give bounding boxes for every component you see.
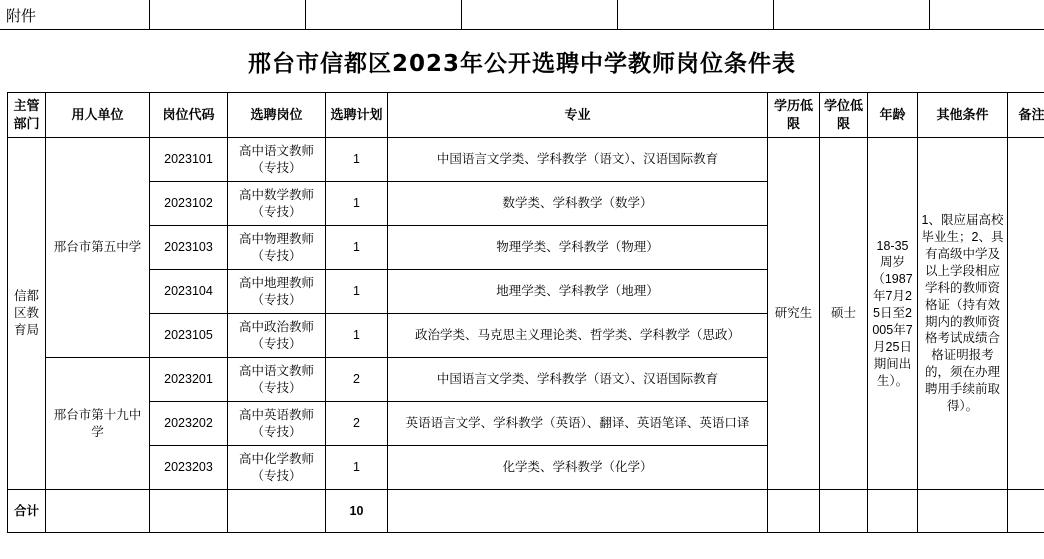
cell-plan: 1 <box>326 138 388 182</box>
total-other-blank <box>918 490 1008 533</box>
total-plan: 10 <box>326 490 388 533</box>
cell-major: 英语语言文学、学科教学（英语）、翻译、英语笔译、英语口译 <box>388 402 768 446</box>
header-major: 专业 <box>388 93 768 138</box>
cell-post: 高中地理教师（专技） <box>228 270 326 314</box>
attachment-blank-cell <box>774 0 930 30</box>
cell-code: 2023202 <box>150 402 228 446</box>
total-edu-blank <box>768 490 820 533</box>
total-degree-blank <box>820 490 868 533</box>
header-remark: 备注 <box>1008 93 1044 138</box>
header-unit: 用人单位 <box>46 93 150 138</box>
cell-plan: 1 <box>326 446 388 490</box>
cell-degree: 硕士 <box>820 138 868 490</box>
cell-plan: 2 <box>326 358 388 402</box>
cell-code: 2023103 <box>150 226 228 270</box>
cell-code: 2023101 <box>150 138 228 182</box>
total-remark-blank <box>1008 490 1044 533</box>
table-total-row <box>8 490 1044 533</box>
attachment-blank-cell <box>930 0 1044 30</box>
cell-unit: 邢台市第十九中学 <box>46 358 150 490</box>
total-post-blank <box>228 490 326 533</box>
attachment-blank-cell <box>462 0 618 30</box>
cell-plan: 1 <box>326 314 388 358</box>
cell-post: 高中物理教师（专技） <box>228 226 326 270</box>
cell-plan: 1 <box>326 226 388 270</box>
cell-plan: 1 <box>326 270 388 314</box>
cell-age: 18-35周岁（1987年7月25日至2005年7月25日期间出生）。 <box>868 138 918 490</box>
cell-code: 2023203 <box>150 446 228 490</box>
cell-major: 中国语言文学类、学科教学（语文）、汉语国际教育 <box>388 358 768 402</box>
header-degree: 学位低限 <box>820 93 868 138</box>
total-unit-blank <box>46 490 150 533</box>
cell-post: 高中政治教师（专技） <box>228 314 326 358</box>
header-post: 选聘岗位 <box>228 93 326 138</box>
cell-post: 高中语文教师（专技） <box>228 358 326 402</box>
cell-other: 1、限应届高校毕业生；2、具有高级中学及以上学段相应学科的教师资格证（持有效期内的教师资格考试成绩合格证明报考的，须在办理聘用手续前取得）。 <box>918 138 1008 490</box>
cell-unit: 邢台市第五中学 <box>46 138 150 358</box>
attachment-blank-cell <box>618 0 774 30</box>
cell-major: 地理学类、学科教学（地理） <box>388 270 768 314</box>
cell-post: 高中化学教师（专技） <box>228 446 326 490</box>
table-header-row <box>8 93 1044 138</box>
cell-major: 中国语言文学类、学科教学（语文）、汉语国际教育 <box>388 138 768 182</box>
cell-major: 物理学类、学科教学（物理） <box>388 226 768 270</box>
cell-post: 高中语文教师（专技） <box>228 138 326 182</box>
cell-post: 高中英语教师（专技） <box>228 402 326 446</box>
header-plan: 选聘计划 <box>326 93 388 138</box>
attachment-blank-cell <box>150 0 306 30</box>
cell-dept: 信都区教育局 <box>8 138 46 490</box>
table-row <box>8 138 1044 182</box>
cell-post: 高中数学教师（专技） <box>228 182 326 226</box>
cell-code: 2023105 <box>150 314 228 358</box>
total-major-blank <box>388 490 768 533</box>
attachment-label: 附件 <box>0 0 150 30</box>
title-band <box>0 30 1044 92</box>
cell-code: 2023201 <box>150 358 228 402</box>
total-label: 合计 <box>8 490 46 533</box>
cell-major: 化学类、学科教学（化学） <box>388 446 768 490</box>
total-age-blank <box>868 490 918 533</box>
cell-plan: 1 <box>326 182 388 226</box>
header-dept: 主管部门 <box>8 93 46 138</box>
cell-major: 数学类、学科教学（数学） <box>388 182 768 226</box>
attachment-blank-cell <box>306 0 462 30</box>
header-other: 其他条件 <box>918 93 1008 138</box>
page-title: 邢台市信都区2023年公开选聘中学教师岗位条件表 <box>247 50 796 77</box>
cell-plan: 2 <box>326 402 388 446</box>
cell-code: 2023102 <box>150 182 228 226</box>
positions-table <box>7 92 1044 533</box>
total-code-blank <box>150 490 228 533</box>
header-age: 年龄 <box>868 93 918 138</box>
header-code: 岗位代码 <box>150 93 228 138</box>
header-edu: 学历低限 <box>768 93 820 138</box>
cell-remark <box>1008 138 1044 490</box>
attachment-strip <box>0 0 1044 30</box>
cell-major: 政治学类、马克思主义理论类、哲学类、学科教学（思政） <box>388 314 768 358</box>
cell-code: 2023104 <box>150 270 228 314</box>
cell-edu: 研究生 <box>768 138 820 490</box>
